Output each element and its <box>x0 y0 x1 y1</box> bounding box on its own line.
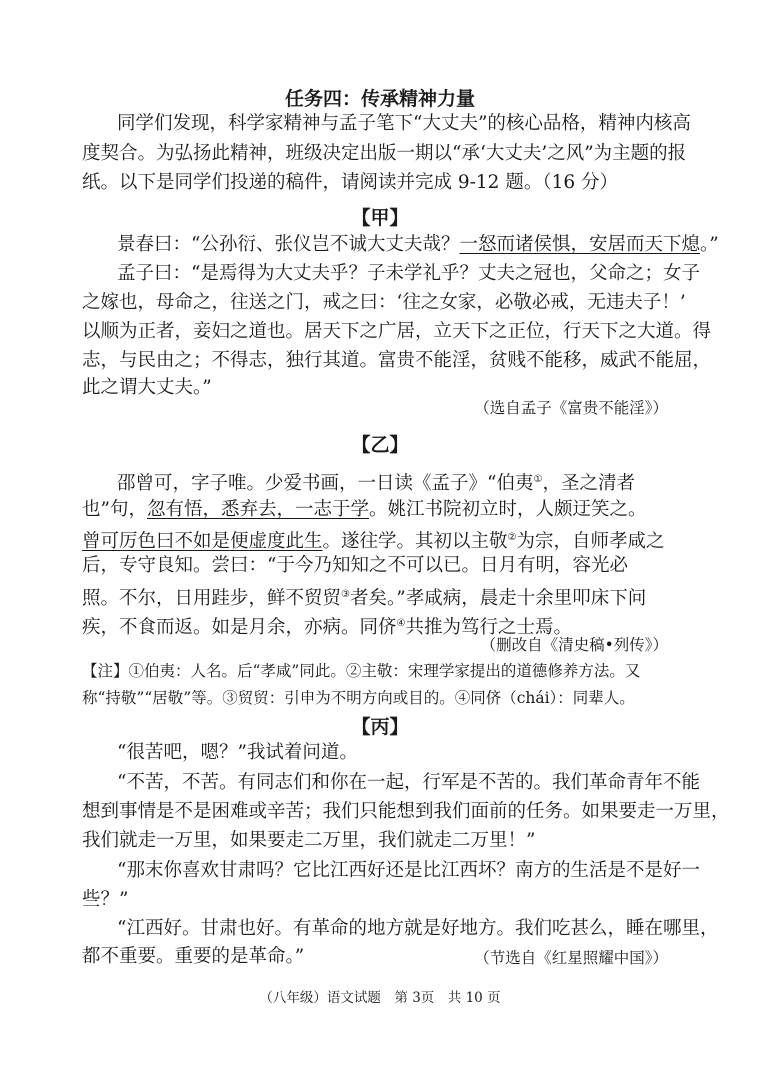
yi-line-5-text: 照。不尔，日用跬步，鲜不贸贸 <box>82 588 342 610</box>
bing-line-8: 都不重要。重要的是革命。” <box>82 946 305 967</box>
section-jia-heading: 【甲】 <box>351 207 409 229</box>
notes-line-1: 【注】①伯夷：人名。后“孝咸”同此。②主敬：宋理学家提出的道德修养方法。又 <box>82 662 641 680</box>
bing-source: （节选自《红星照耀中国》） <box>474 949 668 967</box>
yi-underlined-phrase-2: 曾可厉色曰不如是便虚度此生 <box>82 531 323 553</box>
yi-line-3-text: 。遂往学。其初以主敬 <box>322 531 508 553</box>
yi-line-6-end: 共推为笃行之士焉。 <box>405 617 572 639</box>
jia-line-1 <box>117 233 719 257</box>
yi-source: （删改自《清史稿•列传》） <box>480 636 668 654</box>
footnote-marker-1: ① <box>533 474 543 485</box>
task-title: 任务四：传承精神力量 <box>284 88 475 110</box>
yi-line-4: 后，专守良知。尝曰：“于今乃知知之不可以已。日月有明，容光必 <box>82 555 628 576</box>
footnote-marker-2: ② <box>507 532 517 543</box>
jia-line-5: 志，与民由之；不得志，独行其道。富贵不能淫，贫贱不能移，威武不能屈， <box>82 350 712 371</box>
bing-line-7: “江西好。甘肃也好。有革命的地方就是好地方。我们吃甚么，睡在哪里， <box>117 918 719 939</box>
jia-line-6: 此之谓大丈夫。” <box>82 377 212 398</box>
bing-line-2: “不苦，不苦。有同志们和你在一起，行军是不苦的。我们革命青年不能 <box>117 772 700 793</box>
bing-line-1: “很苦吧，嗯？”我试着问道。 <box>117 742 358 763</box>
notes-line-2: 称“持敬”“居敬”等。③贸贸：引申为不明方向或目的。④同侪（chái）：同辈人。 <box>82 689 635 707</box>
jia-line-3: 之嫁也，母命之，往送之门，戒之曰：‘往之女家，必敬必戒，无违夫子！’ <box>82 292 686 313</box>
bing-line-6: 些？” <box>82 889 129 910</box>
footnote-marker-3: ③ <box>341 589 350 600</box>
bing-line-4: 我们就走一万里，如果要走二万里，我们就走二万里！” <box>82 830 536 851</box>
footnote-marker-4: ④ <box>396 618 406 629</box>
jia-line-2: 孟子曰：“是焉得为大丈夫乎？子未学礼乎？丈夫之冠也，父命之；女子 <box>117 263 700 284</box>
yi-line-5 <box>82 583 646 611</box>
section-bing-heading: 【丙】 <box>351 716 409 738</box>
jia-line-4: 以顺为正者，妾妇之道也。居天下之广居，立天下之正位，行天下之大道。得 <box>82 321 712 342</box>
jia-source: （选自孟子《富贵不能淫》） <box>474 399 668 417</box>
page-footer: （八年级）语文试题 第 3页 共 10 页 <box>259 990 501 1006</box>
yi-line-1 <box>117 468 635 496</box>
section-yi-heading: 【乙】 <box>351 434 409 456</box>
yi-line-1-text: 邵曾可，字子唯。少爱书画，一日读《孟子》“伯夷 <box>117 473 534 495</box>
yi-line-1-end: ，圣之清者 <box>542 473 635 495</box>
jia-line-1-text: 景春曰：“公孙衍、张仪岂不诚大丈夫哉？ <box>117 234 460 255</box>
yi-line-3-end: 为宗，自师孝咸之 <box>516 531 665 553</box>
yi-line-6-text: 疾，不食而返。如是月余，亦病。同侪 <box>82 617 397 639</box>
yi-line-2-end: 。姚江书院初立时，人颇迂笑之。 <box>368 499 647 520</box>
intro-line-1: 同学们发现，科学家精神与孟子笔下“大丈夫”的核心品格，精神内核高 <box>117 113 691 134</box>
yi-line-5-end: 者矣。”孝咸病，晨走十余里叩床下问 <box>349 588 647 610</box>
bing-line-5: “那末你喜欢甘肃吗？它比江西好还是比江西坏？南方的生活是不是好一 <box>117 860 700 881</box>
jia-underlined-sentence: 一怒而诸侯惧，安居而天下熄 <box>459 234 700 255</box>
jia-line-1-end: 。” <box>699 234 719 255</box>
yi-line-2-text: 也”句， <box>82 499 147 520</box>
yi-line-2 <box>82 498 647 522</box>
bing-line-3: 想到事情是不是困难或辛苦；我们只能想到我们面前的任务。如果要走一万里， <box>82 801 730 822</box>
yi-line-3 <box>82 526 665 554</box>
intro-line-3: 纸。以下是同学们投递的稿件，请阅读并完成 9-12 题。（16 分） <box>82 172 618 193</box>
intro-line-2: 度契合。为弘扬此精神，班级决定出版一期以“承‘大丈夫’之风”为主题的报 <box>82 143 687 164</box>
yi-underlined-phrase-1: 忽有悟，悉弃去，一志于学 <box>146 499 369 520</box>
